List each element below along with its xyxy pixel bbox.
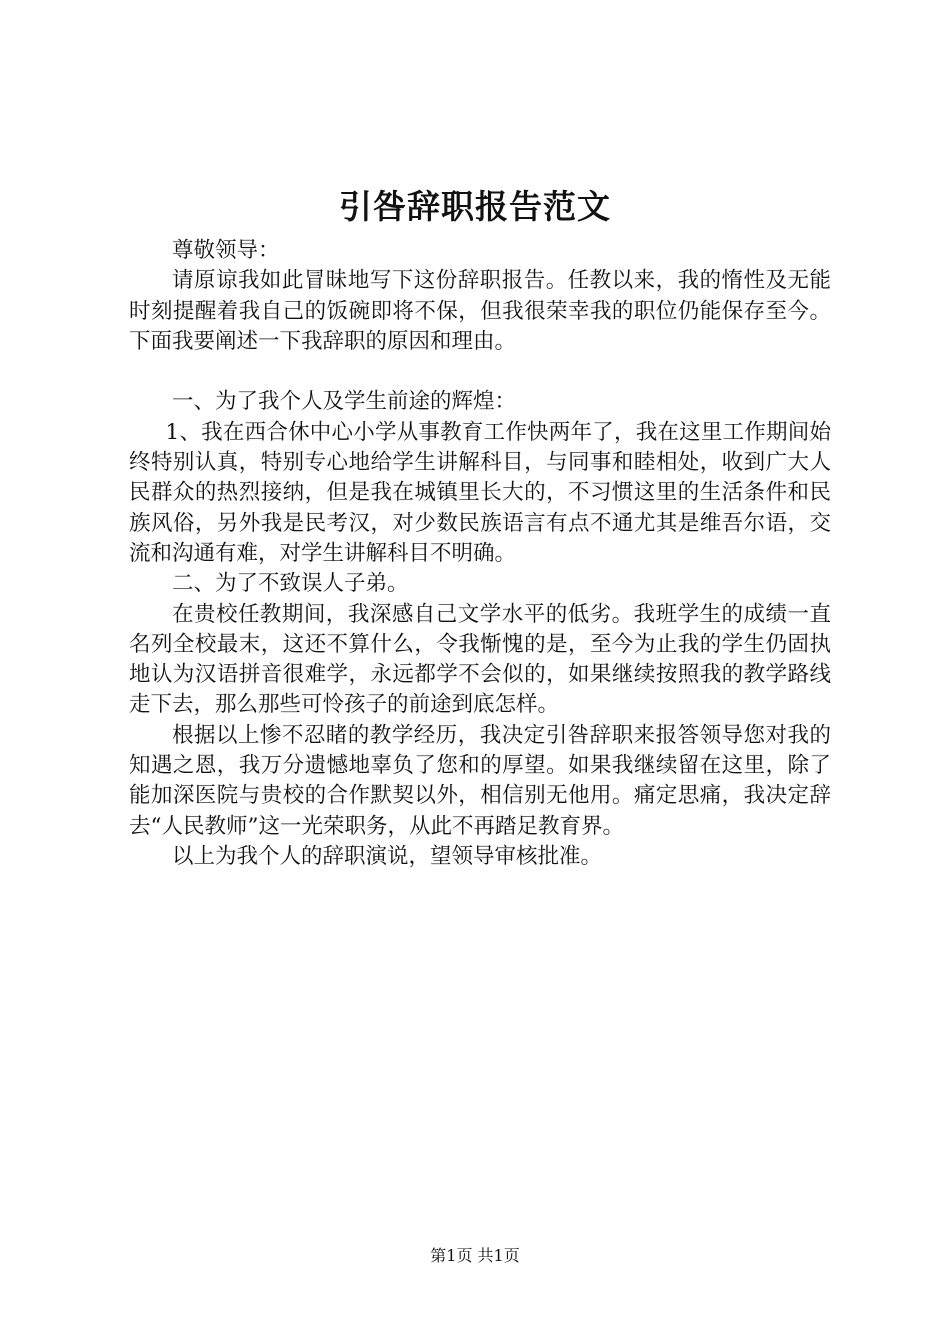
document-title: 引咎辞职报告范文 xyxy=(339,187,611,226)
paragraph-reason-1: 1、我在西合休中心小学从事教育工作快两年了，我在这里工作期间始终特别认真，特别专心地给学生讲解科目，与同事和睦相处，收到广大人民群众的热烈接纳，但是我在城镇里长大的，不习惯这里的生活条件和民族风俗，另外我是民考汉，对少数民族语言有点不通尤其是维吾尔语，交流和沟通有难，对学生讲解科目不明确。 xyxy=(129,419,831,566)
document-body xyxy=(129,236,831,872)
page-footer: 第1页 共1页 xyxy=(430,1246,520,1265)
paragraph-conclusion: 根据以上惨不忍睹的教学经历，我决定引咎辞职来报答领导您对我的知遇之恩，我万分遗憾地辜负了您和的厚望。如果我继续留在这里，除了能加深医院与贵校的合作默契以外，相信别无他用。痛定思痛，我决定辞去“人民教师”这一光荣职务，从此不再踏足教育界。 xyxy=(129,722,831,839)
paragraph-reason-2: 在贵校任教期间，我深感自己文学水平的低劣。我班学生的成绩一直名列全校最末，这还不算什么，令我惭愧的是，至今为止我的学生仍固执地认为汉语拼音很难学，永远都学不会似的，如果继续按照我的教学路线走下去，那么那些可怜孩子的前途到底怎样。 xyxy=(129,601,831,718)
paragraph-spacer xyxy=(129,357,831,387)
salutation: 尊敬领导： xyxy=(172,238,280,263)
section-heading-1: 一、为了我个人及学生前途的辉煌： xyxy=(172,389,517,415)
paragraph-intro: 请原谅我如此冒昧地写下这份辞职报告。任教以来，我的惰性及无能时刻提醒着我自己的饭碗即将不保，但我很荣幸我的职位仍能保存至今。下面我要阐述一下我辞职的原因和理由。 xyxy=(129,268,831,354)
section-heading-2: 二、为了不致误人子弟。 xyxy=(172,571,409,597)
paragraph-closing: 以上为我个人的辞职演说，望领导审核批准。 xyxy=(172,843,603,869)
